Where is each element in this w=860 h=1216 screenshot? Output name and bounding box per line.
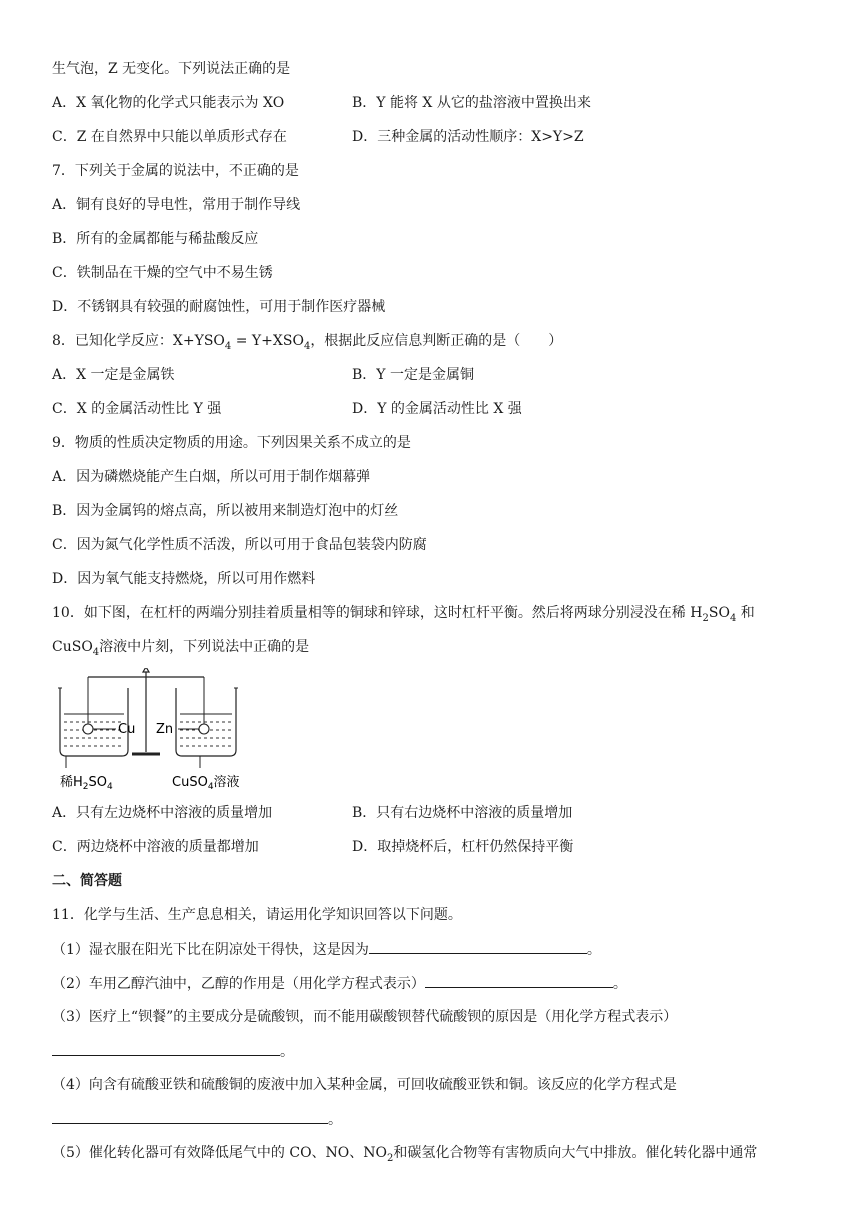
- q8-sub1: 4: [224, 340, 232, 352]
- left-label-mid: SO: [88, 775, 107, 790]
- right-label-pre: CuSO: [172, 775, 208, 790]
- q11-part4: （4）向含有硫酸亚铁和硫酸铜的废液中加入某种金属，可回收硫酸亚铁和铜。该反应的化学方程式是: [52, 1077, 677, 1093]
- right-label-post: 溶液: [213, 775, 240, 790]
- q8-option-b[interactable]: B．Y 一定是金属铜: [352, 367, 474, 383]
- q11-part5-text-1: （5）催化转化器可有效降低尾气中的 CO、NO、NO: [52, 1145, 388, 1161]
- q11-part4-answer-blank[interactable]: [52, 1109, 328, 1124]
- q10-option-d[interactable]: D．取掉烧杯后，杠杆仍然保持平衡: [352, 839, 574, 855]
- copper-label: Cu: [118, 722, 136, 737]
- left-label-sub1: 2: [82, 782, 89, 792]
- q11-part4-period: 。: [328, 1112, 342, 1128]
- q6-option-c[interactable]: C．Z 在自然界中只能以单质形式存在: [52, 129, 287, 145]
- q10-option-c[interactable]: C．两边烧杯中溶液的质量都增加: [52, 839, 259, 855]
- q11-part5: [52, 1143, 757, 1163]
- q10-text-5: 溶液中片刻，下列说法中正确的是: [99, 639, 310, 655]
- q11-part2-answer-blank[interactable]: [425, 973, 613, 988]
- q10-sub-2: 4: [729, 612, 737, 624]
- q11-part2: [52, 973, 627, 994]
- q11-part3-period: 。: [280, 1044, 294, 1060]
- q11-stem: 11．化学与生活、生产息息相关，请运用化学知识回答以下问题。: [52, 907, 462, 923]
- copper-ball: [83, 724, 93, 734]
- lever-beaker-figure: [52, 668, 262, 794]
- q10-sub-3: 4: [92, 646, 100, 658]
- q11-part5-sub: 2: [387, 1152, 394, 1164]
- q9-option-c[interactable]: C．因为氮气化学性质不活泼，所以可用于食品包装袋内防腐: [52, 537, 427, 553]
- q7-option-c[interactable]: C．铁制品在干燥的空气中不易生锈: [52, 265, 273, 281]
- right-solution-label: [172, 774, 240, 792]
- zinc-label: Zn: [156, 722, 174, 737]
- q10-text-1: 10．如下图，在杠杆的两端分别挂着质量相等的铜球和锌球，这时杠杆平衡。然后将两球分别浸没在稀 H: [52, 605, 703, 621]
- lever-pivot: [143, 668, 149, 672]
- q6-option-b[interactable]: B．Y 能将 X 从它的盐溶液中置换出来: [352, 95, 591, 111]
- q9-option-b[interactable]: B．因为金属钨的熔点高，所以被用来制造灯泡中的灯丝: [52, 503, 399, 519]
- q8-option-c[interactable]: C．X 的金属活动性比 Y 强: [52, 401, 222, 417]
- q11-part1-answer-blank[interactable]: [369, 939, 587, 954]
- q10-sub-1: 2: [702, 612, 709, 624]
- q8-stem: [52, 331, 562, 351]
- q11-part5-text-2: 和碳氢化合物等有害物质向大气中排放。催化转化器中通常: [393, 1145, 758, 1161]
- q8-stem-mid: = Y+XSO: [231, 333, 304, 349]
- q7-option-d[interactable]: D．不锈钢具有较强的耐腐蚀性，可用于制作医疗器械: [52, 299, 386, 315]
- q11-part1-period: 。: [586, 942, 601, 958]
- q11-part4-answer: [52, 1109, 342, 1130]
- q11-part1: [52, 939, 601, 960]
- q10-option-a[interactable]: A．只有左边烧杯中溶液的质量增加: [52, 805, 273, 821]
- q8-option-a[interactable]: A．X 一定是金属铁: [52, 367, 175, 383]
- q7-option-a[interactable]: A．铜有良好的导电性，常用于制作导线: [52, 197, 301, 213]
- q10-stem-line1: [52, 603, 755, 623]
- left-liquid: [64, 722, 124, 746]
- q10-stem-line2: [52, 637, 309, 657]
- zinc-ball: [199, 724, 209, 734]
- q6-stem-tail: 生气泡，Z 无变化。下列说法正确的是: [52, 61, 291, 77]
- right-label-sub: 4: [207, 782, 214, 792]
- q9-stem: 9．物质的性质决定物质的用途。下列因果关系不成立的是: [52, 435, 411, 451]
- q11-part3: （3）医疗上“钡餐”的主要成分是硫酸钡，而不能用碳酸钡替代硫酸钡的原因是（用化学方程式表示）: [52, 1009, 678, 1025]
- q10-text-3: 和: [736, 605, 755, 621]
- q7-option-b[interactable]: B．所有的金属都能与稀盐酸反应: [52, 231, 259, 247]
- q6-option-d[interactable]: D．三种金属的活动性顺序：X>Y>Z: [352, 129, 584, 145]
- q11-part3-answer-blank[interactable]: [52, 1041, 280, 1056]
- q8-stem-post: ，根据此反应信息判断正确的是（ ）: [310, 333, 563, 349]
- left-label-pre: 稀H: [60, 775, 83, 790]
- q9-option-a[interactable]: A．因为磷燃烧能产生白烟，所以可用于制作烟幕弹: [52, 469, 371, 485]
- q11-part2-text: （2）车用乙醇汽油中，乙醇的作用是（用化学方程式表示）: [52, 976, 425, 992]
- q7-stem: 7．下列关于金属的说法中，不正确的是: [52, 163, 299, 179]
- q10-text-4: CuSO: [52, 639, 93, 655]
- section-heading: 二、简答题: [52, 873, 122, 889]
- q10-text-2: SO: [708, 605, 730, 621]
- q11-part3-answer: [52, 1041, 294, 1062]
- q9-option-d[interactable]: D．因为氧气能支持燃烧，所以可用作燃料: [52, 571, 316, 587]
- q8-option-d[interactable]: D．Y 的金属活动性比 X 强: [352, 401, 522, 417]
- left-label-sub2: 4: [107, 782, 113, 792]
- q8-stem-pre: 8．已知化学反应：X+YSO: [52, 333, 225, 349]
- q11-part2-period: 。: [612, 976, 627, 992]
- left-solution-label: [60, 774, 113, 792]
- q8-sub2: 4: [303, 340, 311, 352]
- q11-part1-text: （1）湿衣服在阳光下比在阴凉处干得快，这是因为: [52, 942, 369, 958]
- q10-option-b[interactable]: B．只有右边烧杯中溶液的质量增加: [352, 805, 573, 821]
- q6-option-a[interactable]: A．X 氧化物的化学式只能表示为 XO: [52, 95, 285, 111]
